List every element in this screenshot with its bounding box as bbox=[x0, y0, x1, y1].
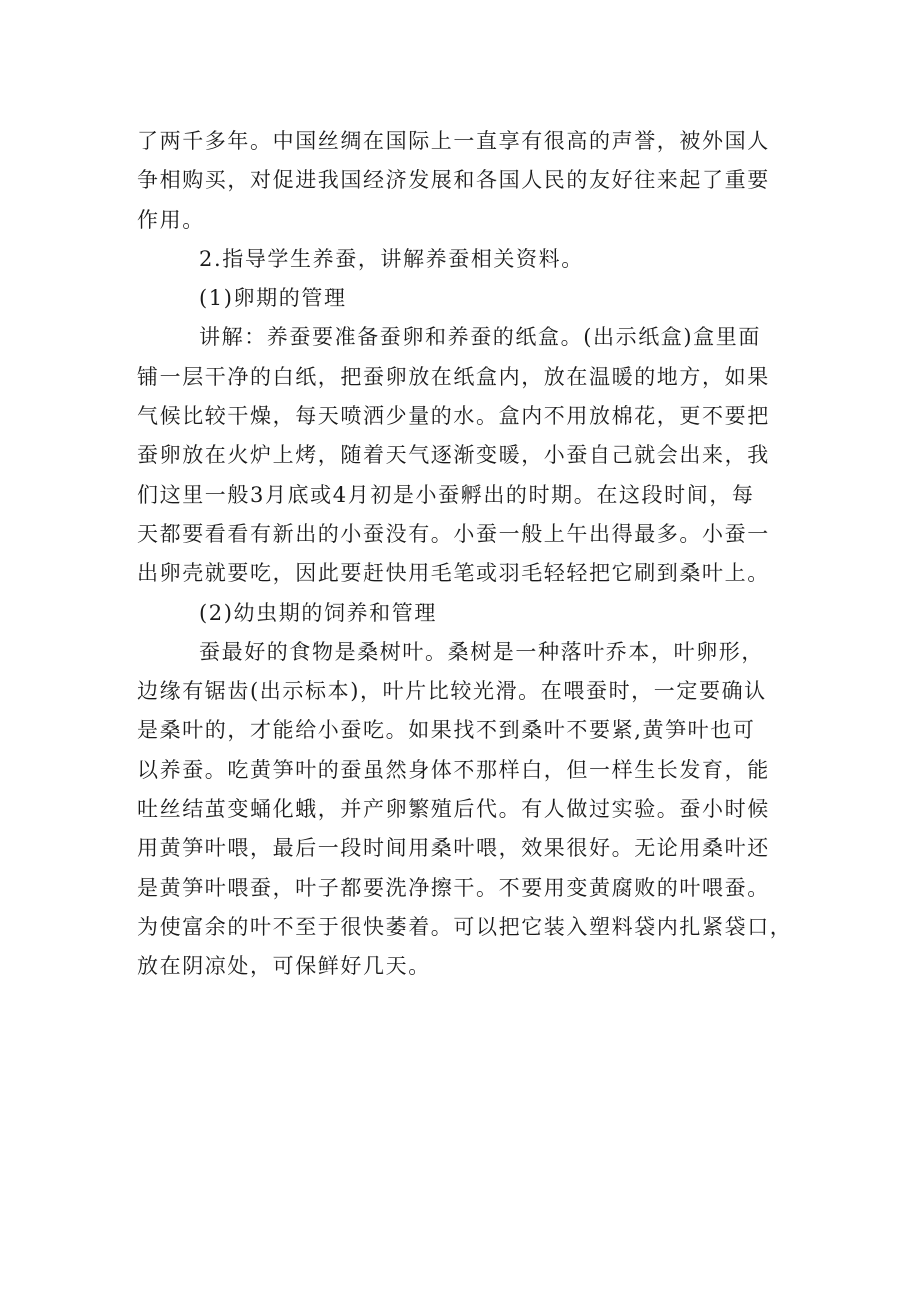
text-line: 气候比较干燥，每天喷洒少量的水。盒内不用放棉花，更不要把 bbox=[137, 404, 770, 429]
text-line: 天都要看看有新出的小蚕没有。小蚕一般上午出得最多。小蚕一 bbox=[137, 521, 770, 546]
text-line: 用黄笋叶喂，最后一段时间用桑叶喂，效果很好。无论用桑叶还 bbox=[137, 836, 770, 861]
text-line: 为使富余的叶不至于很快萎着。可以把它装入塑料袋内扎紧袋口， bbox=[137, 914, 793, 939]
text-line: 以养蚕。吃黄笋叶的蚕虽然身体不那样白，但一样生长发育，能 bbox=[137, 757, 770, 782]
text-line: 蚕卵放在火炉上烤，随着天气逐渐变暖，小蚕自己就会出来，我 bbox=[137, 443, 770, 468]
text-line: 吐丝结茧变蛹化蛾，并产卵繁殖后代。有人做过实验。蚕小时候 bbox=[137, 797, 770, 822]
text-line: 争相购买，对促进我国经济发展和各国人民的友好往来起了重要 bbox=[137, 168, 770, 193]
text-line: 作用。 bbox=[137, 207, 205, 232]
document-body bbox=[137, 122, 797, 987]
text-line: 蚕最好的食物是桑树叶。桑树是一种落叶乔本，叶卵形， bbox=[199, 639, 764, 664]
section-heading: 2.指导学生养蚕，讲解养蚕相关资料。 bbox=[199, 246, 584, 271]
text-line: 边缘有锯齿(出示标本)，叶片比较光滑。在喂蚕时，一定要确认 bbox=[137, 679, 767, 704]
text-line: 是黄笋叶喂蚕，叶子都要洗净擦干。不要用变黄腐败的叶喂蚕。 bbox=[137, 875, 770, 900]
text-line: 放在阴凉处，可保鲜好几天。 bbox=[137, 954, 431, 979]
subsection-heading: (2)幼虫期的饲养和管理 bbox=[199, 600, 437, 625]
text-line: 出卵壳就要吃，因此要赶快用毛笔或羽毛轻轻把它刷到桑叶上。 bbox=[137, 561, 770, 586]
text-line: 了两千多年。中国丝绸在国际上一直享有很高的声誉，被外国人 bbox=[137, 129, 770, 153]
text-line: 铺一层干净的白纸，把蚕卵放在纸盒内，放在温暖的地方，如果 bbox=[137, 364, 770, 389]
text-line: 是桑叶的，才能给小蚕吃。如果找不到桑叶不要紧,黄笋叶也可 bbox=[137, 718, 756, 743]
text-line: 们这里一般3月底或4月初是小蚕孵出的时期。在这段时间，每 bbox=[137, 482, 755, 507]
subsection-heading: (1)卵期的管理 bbox=[199, 286, 347, 311]
text-line: 讲解：养蚕要准备蚕卵和养蚕的纸盒。(出示纸盒)盒里面 bbox=[199, 325, 761, 350]
